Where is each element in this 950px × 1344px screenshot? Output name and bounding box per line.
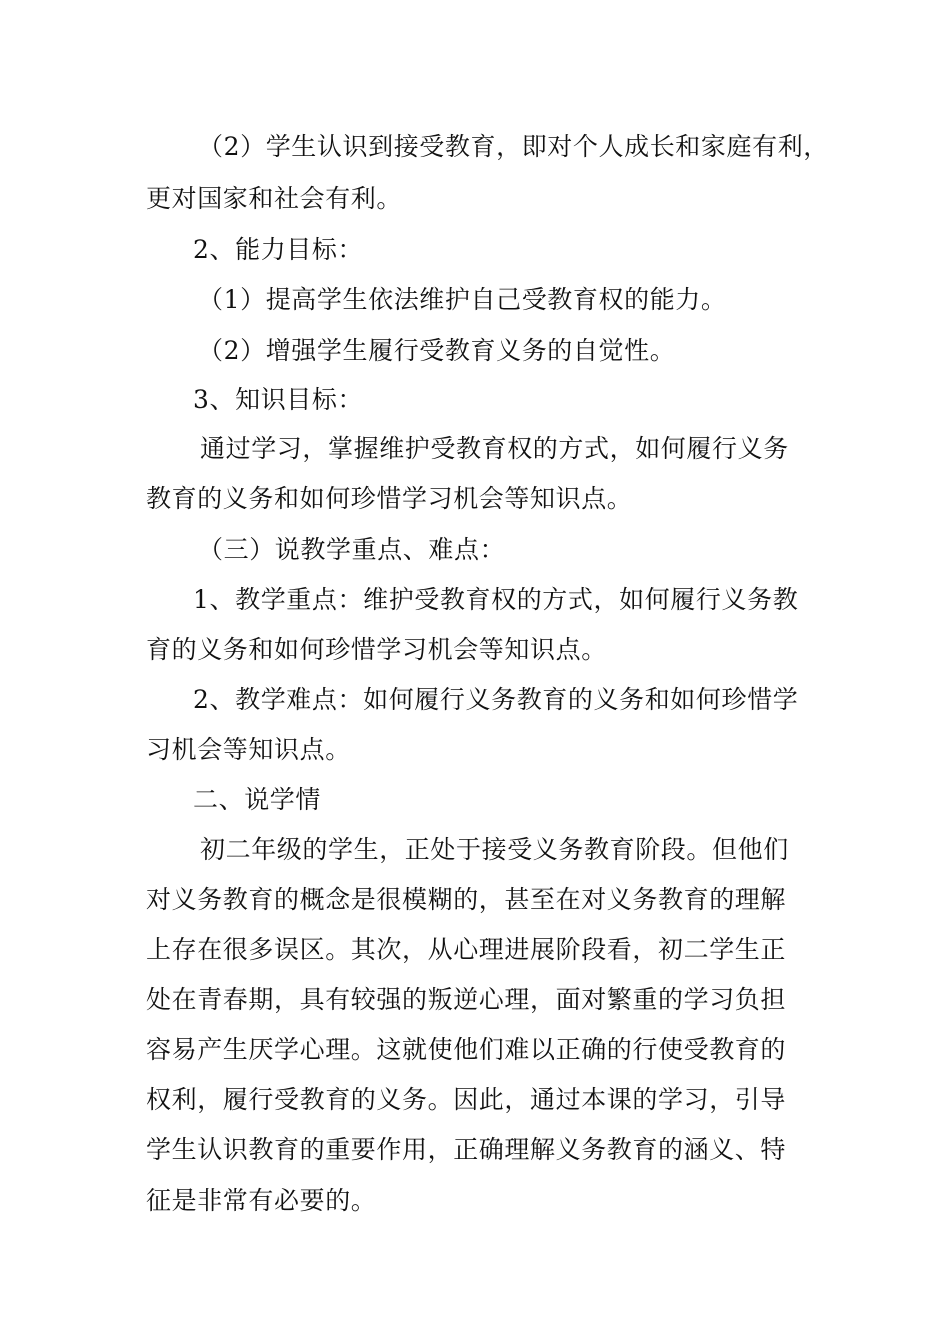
text-line: （1）提高学生依法维护自己受教育权的能力。 — [198, 285, 727, 314]
text-line: 上存在很多误区。其次，从心理进展阶段看，初二学生正 — [146, 935, 787, 964]
text-line: 通过学习，掌握维护受教育权的方式，如何履行义务 — [200, 434, 789, 463]
text-line: （2）增强学生履行受教育义务的自觉性。 — [198, 336, 676, 365]
text-line: 更对国家和社会有利。 — [146, 184, 403, 213]
text-line: 教育的义务和如何珍惜学习机会等知识点。 — [146, 484, 633, 513]
text-line: 2、教学难点：如何履行义务教育的义务和如何珍惜学 — [193, 685, 799, 714]
text-line: 对义务教育的概念是很模糊的，甚至在对义务教育的理解 — [146, 885, 787, 914]
text-line: 初二年级的学生，正处于接受义务教育阶段。但他们 — [200, 835, 789, 864]
text-line: 处在青春期，具有较强的叛逆心理，面对繁重的学习负担 — [146, 985, 787, 1014]
text-line: 育的义务和如何珍惜学习机会等知识点。 — [146, 635, 607, 664]
text-line: （2）学生认识到接受教育，即对个人成长和家庭有利， — [198, 132, 829, 161]
text-line: 二、说学情 — [193, 785, 322, 814]
text-line: 3、知识目标： — [193, 385, 364, 414]
text-line: （三）说教学重点、难点： — [198, 535, 506, 564]
text-line: 征是非常有必要的。 — [146, 1186, 377, 1215]
text-line: 习机会等知识点。 — [146, 735, 351, 764]
text-line: 1、教学重点：维护受教育权的方式，如何履行义务教 — [193, 585, 799, 614]
text-line: 容易产生厌学心理。这就使他们难以正确的行使受教育的 — [146, 1035, 787, 1064]
text-line: 学生认识教育的重要作用，正确理解义务教育的涵义、特 — [146, 1135, 787, 1164]
text-line: 2、能力目标： — [193, 235, 364, 264]
text-line: 权利，履行受教育的义务。因此，通过本课的学习，引导 — [146, 1085, 787, 1114]
